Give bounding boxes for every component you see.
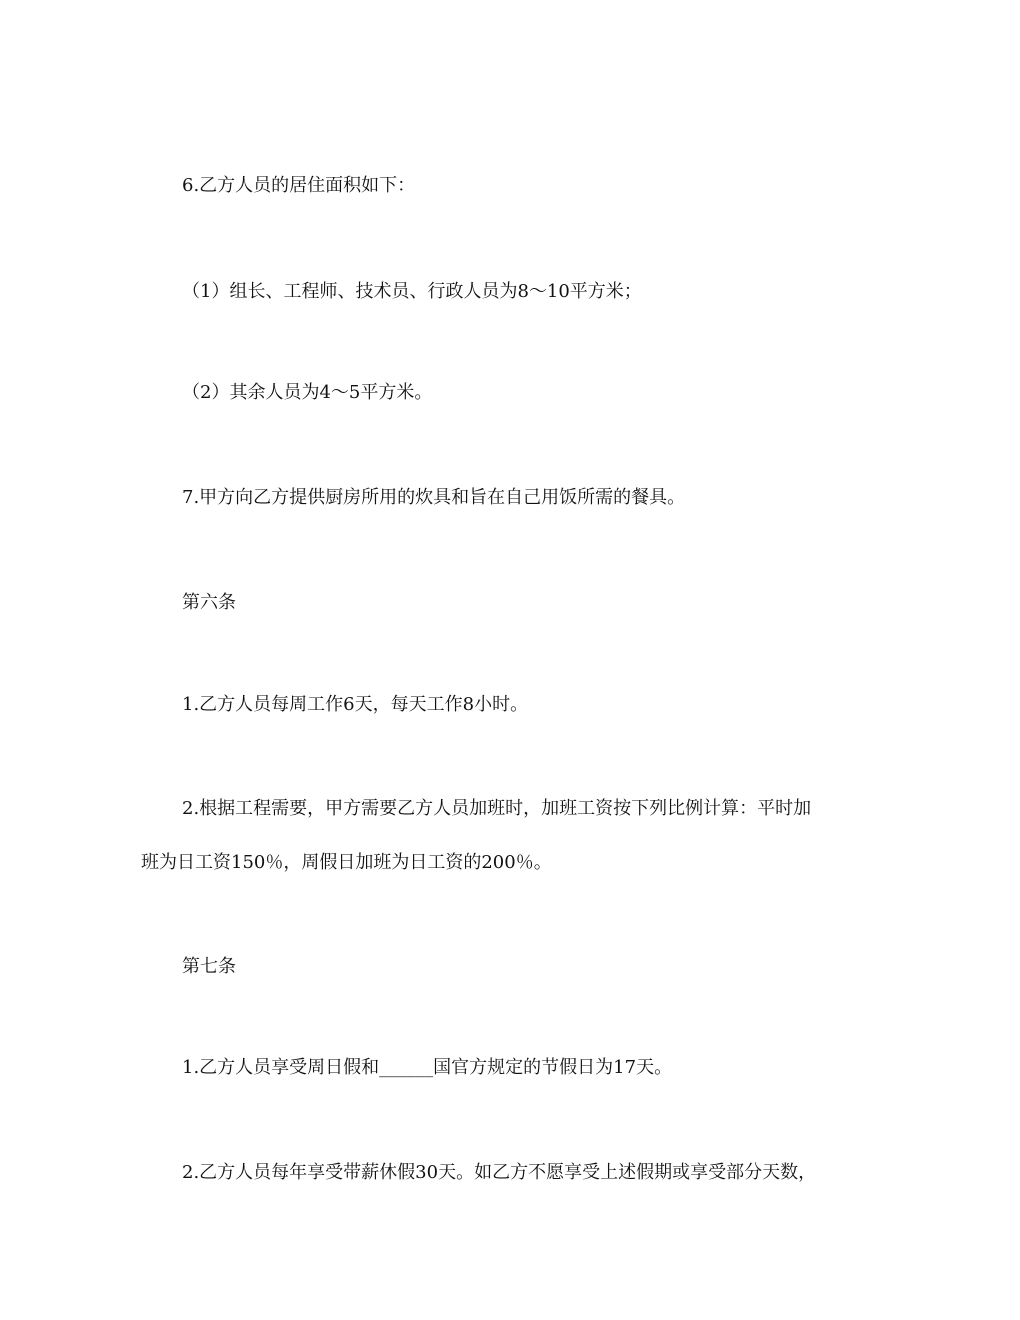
article-6-heading: 第六条 bbox=[182, 592, 236, 613]
clause-5-item-6-sub-1: （1）组长、工程师、技术员、行政人员为8～10平方米； bbox=[182, 281, 642, 302]
article-7-item-2: 2.乙方人员每年享受带薪休假30天。如乙方不愿享受上述假期或享受部分天数， bbox=[182, 1162, 817, 1183]
article-7-item-1: 1.乙方人员享受周日假和______国官方规定的节假日为17天。 bbox=[182, 1057, 673, 1078]
article-6-item-2-line-1: 2.根据工程需要，甲方需要乙方人员加班时，加班工资按下列比例计算：平时加 bbox=[182, 798, 812, 819]
clause-5-item-6-sub-2: （2）其余人员为4～5平方米。 bbox=[182, 382, 433, 403]
clause-5-item-6: 6.乙方人员的居住面积如下： bbox=[182, 175, 416, 196]
article-6-item-1: 1.乙方人员每周工作6天，每天工作8小时。 bbox=[182, 694, 529, 715]
clause-5-item-7: 7.甲方向乙方提供厨房所用的炊具和旨在自己用饭所需的餐具。 bbox=[182, 487, 686, 508]
article-7-heading: 第七条 bbox=[182, 956, 236, 977]
article-6-item-2-line-2: 班为日工资150％，周假日加班为日工资的200％。 bbox=[141, 852, 552, 873]
